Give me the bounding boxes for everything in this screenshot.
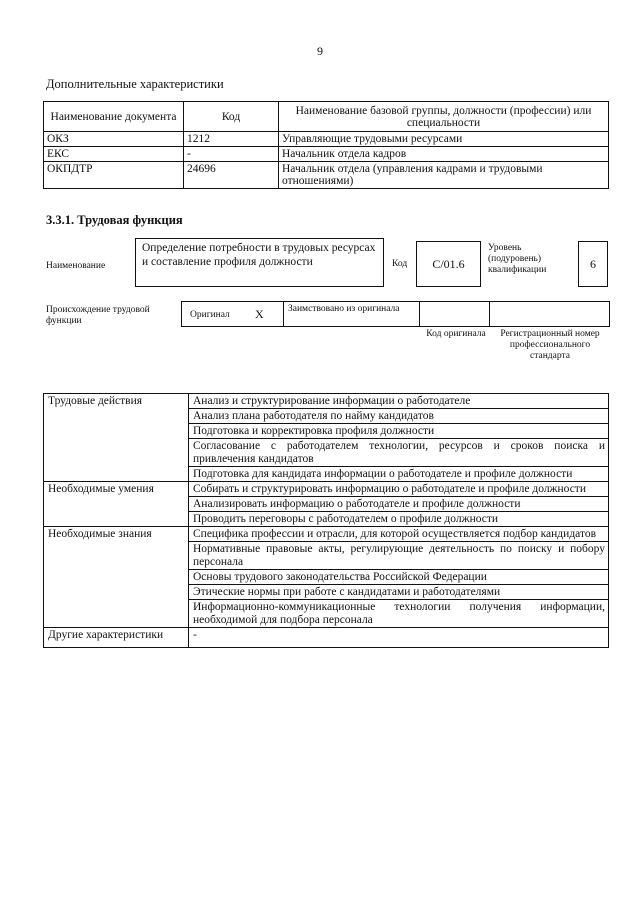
actions-label: Трудовые действия	[44, 394, 189, 482]
original-label: Оригинал	[190, 310, 230, 320]
header-document-name: Наименование документа	[44, 102, 184, 132]
group-cell: Начальник отдела кадров	[279, 147, 609, 162]
header-group-name: Наименование базовой группы, должности (профессии) или специальности	[279, 102, 609, 132]
skill-item: Анализировать информацию о работодателе и профиле должности	[189, 497, 609, 512]
level-label: Уровень (подуровень) квалификации	[488, 243, 547, 275]
origin-box	[181, 301, 610, 327]
divider	[489, 302, 490, 326]
group-cell: Начальник отдела (управления кадрами и трудовыми отношениями)	[279, 162, 609, 189]
action-item: Анализ и структурирование информации о работодателе	[189, 394, 609, 409]
additional-characteristics-heading: Дополнительные характеристики	[46, 77, 224, 91]
knowledge-item: Нормативные правовые акты, регулирующие деятельность по поиску и побору персонала	[189, 542, 609, 570]
knowledge-item: Этические нормы при работе с кандидатами и работодателями	[189, 585, 609, 600]
skill-item: Собирать и структурировать информацию о работодателе и профиле должности	[189, 482, 609, 497]
skill-item: Проводить переговоры с работодателем о профиле должности	[189, 512, 609, 527]
code-original-label: Код оригинала	[426, 329, 486, 339]
code-label: Код	[392, 259, 408, 269]
knowledge-item: Основы трудового законодательства Российской Федерации	[189, 570, 609, 585]
action-item: Согласование с работодателем технологии, ресурсов и сроков поиска и привлечения кандидатов	[189, 439, 609, 467]
table-row	[44, 132, 609, 147]
borrowed-label: Заимствовано из оригинала	[288, 304, 400, 314]
code-cell: -	[184, 147, 279, 162]
table-header-row	[44, 102, 609, 132]
knowledge-item: Информационно-коммуникационные технологии получения информации, необходимой для подбора персонала	[189, 600, 609, 628]
divider	[419, 302, 420, 326]
labor-function-title: 3.3.1. Трудовая функция	[46, 213, 183, 227]
knowledge-label: Необходимые знания	[44, 527, 189, 628]
table-row	[44, 162, 609, 189]
doc-cell: ЕКС	[44, 147, 184, 162]
name-label: Наименование	[46, 261, 106, 271]
action-item: Анализ плана работодателя по найму кандидатов	[189, 409, 609, 424]
table-row	[44, 394, 609, 409]
divider	[283, 302, 284, 326]
reg-number-label: Регистрационный номер профессионального стандарта	[500, 329, 600, 361]
group-cell: Управляющие трудовыми ресурсами	[279, 132, 609, 147]
code-cell: 1212	[184, 132, 279, 147]
other-label: Другие характеристики	[44, 628, 189, 648]
origin-label: Происхождение трудовой функции	[46, 305, 150, 326]
action-item: Подготовка для кандидата информации о работодателе и профиле должности	[189, 467, 609, 482]
table-row	[44, 147, 609, 162]
table-row	[44, 527, 609, 542]
table-row	[44, 628, 609, 648]
table-row	[44, 482, 609, 497]
original-mark: X	[255, 307, 264, 321]
header-code: Код	[184, 102, 279, 132]
level-value-box: 6	[578, 241, 608, 287]
doc-cell: ОКПДТР	[44, 162, 184, 189]
labor-details-table	[43, 393, 609, 648]
page-number: 9	[317, 44, 323, 58]
function-code-box: C/01.6	[416, 241, 481, 287]
action-item: Подготовка и корректировка профиля должности	[189, 424, 609, 439]
other-value: -	[189, 628, 609, 648]
code-cell: 24696	[184, 162, 279, 189]
additional-characteristics-table	[43, 101, 609, 189]
skills-label: Необходимые умения	[44, 482, 189, 527]
doc-cell: ОКЗ	[44, 132, 184, 147]
function-name-box: Определение потребности в трудовых ресурсах и составление профиля должности	[135, 238, 384, 287]
knowledge-item: Специфика профессии и отрасли, для которой осуществляется подбор кандидатов	[189, 527, 609, 542]
